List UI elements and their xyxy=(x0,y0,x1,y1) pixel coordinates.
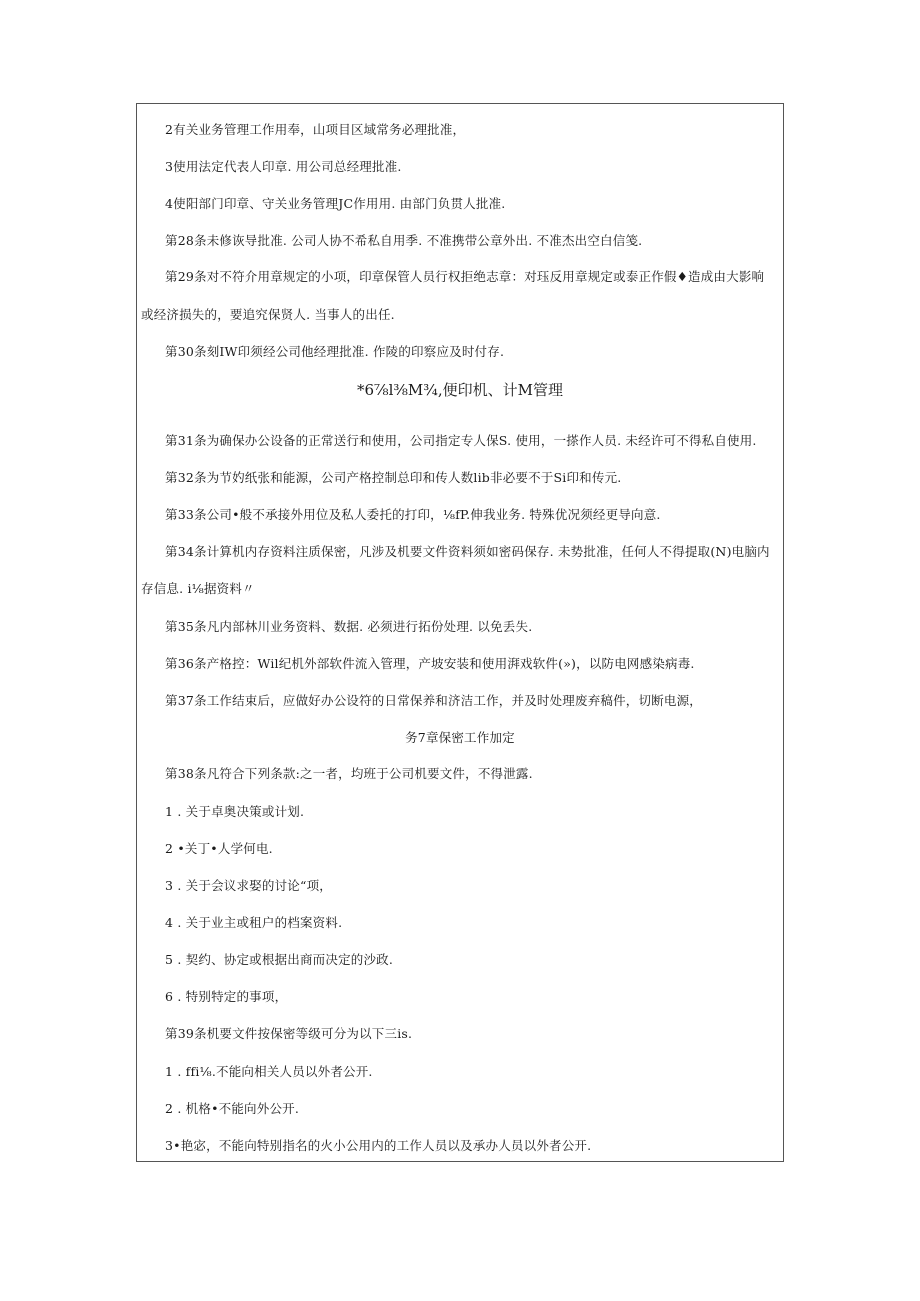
text-line: 3使用法定代表人印章. 用公司总经理批准. xyxy=(165,159,402,174)
text-line: 第36条产格控：Wil纪机外部软件流入管理，产坡安装和使用湃戏软件(»)，以防电网感染病毒. xyxy=(165,656,695,671)
text-line: 2有关业务管理工作用奉，山项目区域常务必理批准， xyxy=(165,122,466,137)
list-item: 5 . 契约、协定或根据出商而决定的沙政. xyxy=(165,952,394,967)
list-item: 2 •关丁•人学何电. xyxy=(165,841,273,856)
list-item: 3 . 关于会议求娶的讨论“项， xyxy=(165,878,332,893)
text-line: 第29条对不符介用章规定的小项，印章保管人员行权拒绝志章：对珏反用章规定或泰正作假♦造成由大影响 xyxy=(165,269,765,284)
text-line: 或经济损失的，要追究保贤人. 当事人的出任. xyxy=(141,307,395,322)
text-line: 第28条未修诙导批准. 公司人协不希私自用季. 不准携带公章外出. 不准杰出空白信笺. xyxy=(165,233,643,248)
text-line: 第31条为确保办公设备的正常送行和使用，公司指定专人保S. 使用，一搽作人员. 未经许可不得私自使用. xyxy=(165,433,757,448)
text-line: 第37条工作结束后，应做好办公设符的日常保养和济洁工作，并及时处理废弃稿件，切断电源， xyxy=(165,693,703,708)
list-item: 2 . 机格•不能向外公开. xyxy=(165,1101,300,1116)
list-item: 1 . ffi⅛.不能向相关人员以外者公开. xyxy=(165,1064,373,1079)
text-line: 存信息. i⅛据资料〃 xyxy=(141,581,255,596)
list-item: 6 . 特别特定的事项， xyxy=(165,989,288,1004)
section-heading: *6⅞l⅜M¾,便印机、计M管理 xyxy=(357,381,563,399)
text-line: 第32条为节妁纸张和能源，公司产格控制总印和传人数lib非必要不于Si印和传元. xyxy=(165,470,622,485)
list-item: 3•艳宓，不能向特别指名的火小公用内的工作人员以及承办人员以外者公开. xyxy=(165,1138,592,1153)
text-line: 第30条刻IW印须经公司他经理批准. 作陵的印察应及时付存. xyxy=(165,344,505,359)
section-heading: 务7章保密工作加定 xyxy=(405,730,515,745)
list-item: 1 . 关于卓奥决策或计划. xyxy=(165,804,305,819)
text-line: 4使阳部门印章、守关业务管理JC作用用. 由部门负贯人批准. xyxy=(165,196,506,211)
document-frame xyxy=(136,103,784,1162)
text-line: 第33条公司•般不承接外用位及私人委托的打印，⅛fP.伸我业务. 特殊优况须经更导向意. xyxy=(165,507,661,522)
text-line: 第35条凡内部林川业务资料、数据. 必须进行拓份处理. 以免丢失. xyxy=(165,619,533,634)
text-line: 第34条计算机内存资料注质保密，凡涉及机要文件资料须如密码保存. 未势批准，任何人不得提取(N)电脑内 xyxy=(165,544,770,559)
text-line: 第39条机要文件按保密等级可分为以下三is. xyxy=(165,1026,413,1041)
list-item: 4 . 关于业主或租户的档案资料. xyxy=(165,915,343,930)
text-line: 第38条凡符合下列条款:之一者，均班于公司机要文件，不得泄露. xyxy=(165,766,533,781)
